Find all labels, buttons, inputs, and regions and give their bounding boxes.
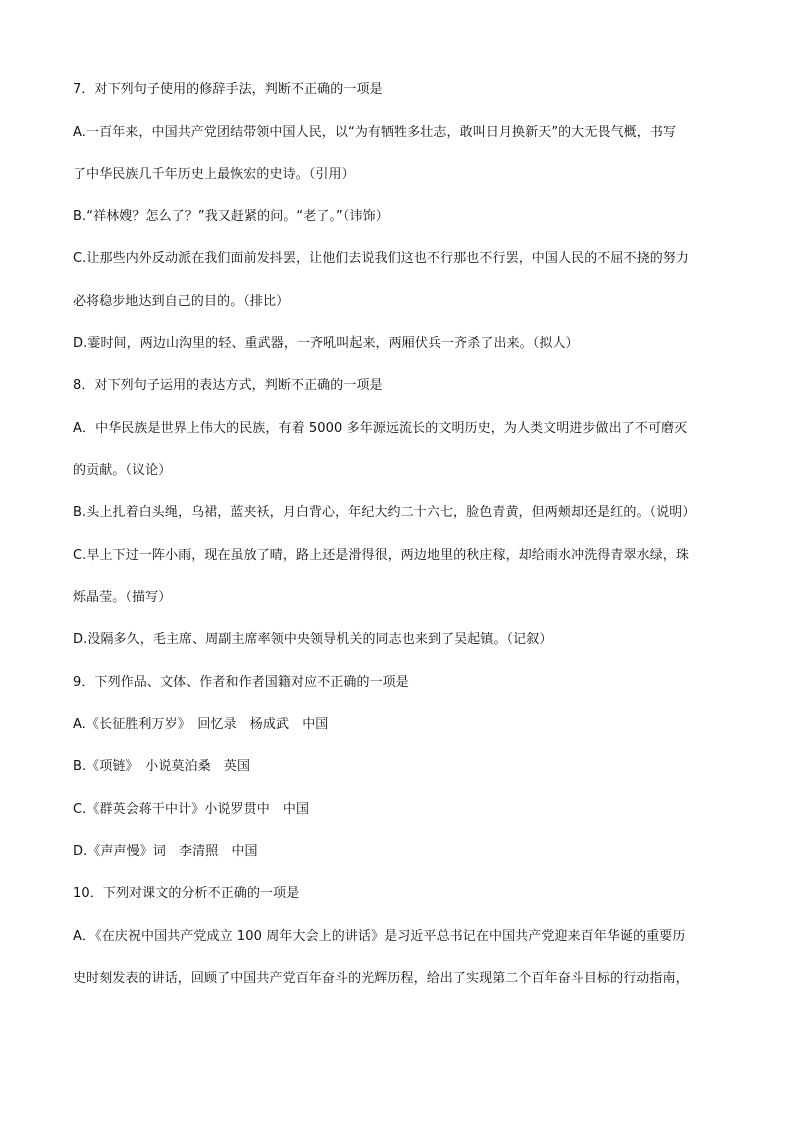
option-7c-line-2: 必将稳步地达到自己的目的。（排比）	[73, 294, 290, 309]
question-10-stem: 10．下列对课文的分析不正确的一项是	[73, 886, 300, 901]
option-10a-line-1: A．《在庆祝中国共产党成立 100 周年大会上的讲话》是习近平总书记在中国共产党迎来百年华诞的重要历	[73, 929, 686, 944]
option-8a-line-2: 的贡献。（议论）	[73, 463, 172, 478]
option-8c-line-1: C.早上下过一阵小雨，现在虽放了晴，路上还是滑得很，两边地里的秋庄稼，却给雨水冲洗得青翠水绿，珠	[73, 548, 690, 563]
option-9b: B.《项链》 小说莫泊桑 英国	[73, 759, 251, 774]
option-9a: A.《长征胜利万岁》 回忆录 杨成武 中国	[73, 717, 329, 732]
option-7c-line-1: C.让那些内外反动派在我们面前发抖罢，让他们去说我们这也不行那也不行罢，中国人民的不屈不挠的努力	[73, 251, 690, 266]
question-8-stem: 8．对下列句子运用的表达方式，判断不正确的一项是	[73, 378, 383, 393]
option-10a-line-2: 史时刻发表的讲话，回顾了中国共产党百年奋斗的光辉历程，给出了实现第二个百年奋斗目标的行动指南，	[73, 971, 689, 986]
option-8d: D.没隔多久，毛主席、周副主席率领中央领导机关的同志也来到了吴起镇。（记叙）	[73, 632, 553, 647]
option-8b: B.头上扎着白头绳，乌裙，蓝夹袄，月白背心，年纪大约二十六七，脸色青黄，但两颊却还是红的。（说明）	[73, 505, 696, 520]
option-8c-line-2: 烁晶莹。（描写）	[73, 590, 172, 605]
question-7-stem: 7．对下列句子使用的修辞手法，判断不正确的一项是	[73, 82, 383, 97]
option-7d: D.霎时间，两边山沟里的轻、重武器，一齐吼叫起来，两厢伏兵一齐杀了出来。（拟人）	[73, 336, 579, 351]
option-9d: D.《声声慢》词 李清照 中国	[73, 844, 258, 859]
question-9-stem: 9．下列作品、文体、作者和作者国籍对应不正确的一项是	[73, 675, 409, 690]
option-7a-line-1: A.一百年来，中国共产党团结带领中国人民，以“为有牺牲多壮志，敢叫日月换新天”的大无畏气概，书写	[73, 125, 677, 140]
option-8a-line-1: A．中华民族是世界上伟大的民族，有着 5000 多年源远流长的文明历史，为人类文明进步做出了不可磨灭	[73, 421, 688, 436]
option-7b: B.“祥林嫂？怎么了？”我又赶紧的问。“老了。”（讳饰）	[73, 209, 389, 224]
option-9c: C.《群英会蒋干中计》小说罗贯中 中国	[73, 802, 310, 817]
option-7a-line-2: 了中华民族几千年历史上最恢宏的史诗。（引用）	[73, 167, 355, 182]
